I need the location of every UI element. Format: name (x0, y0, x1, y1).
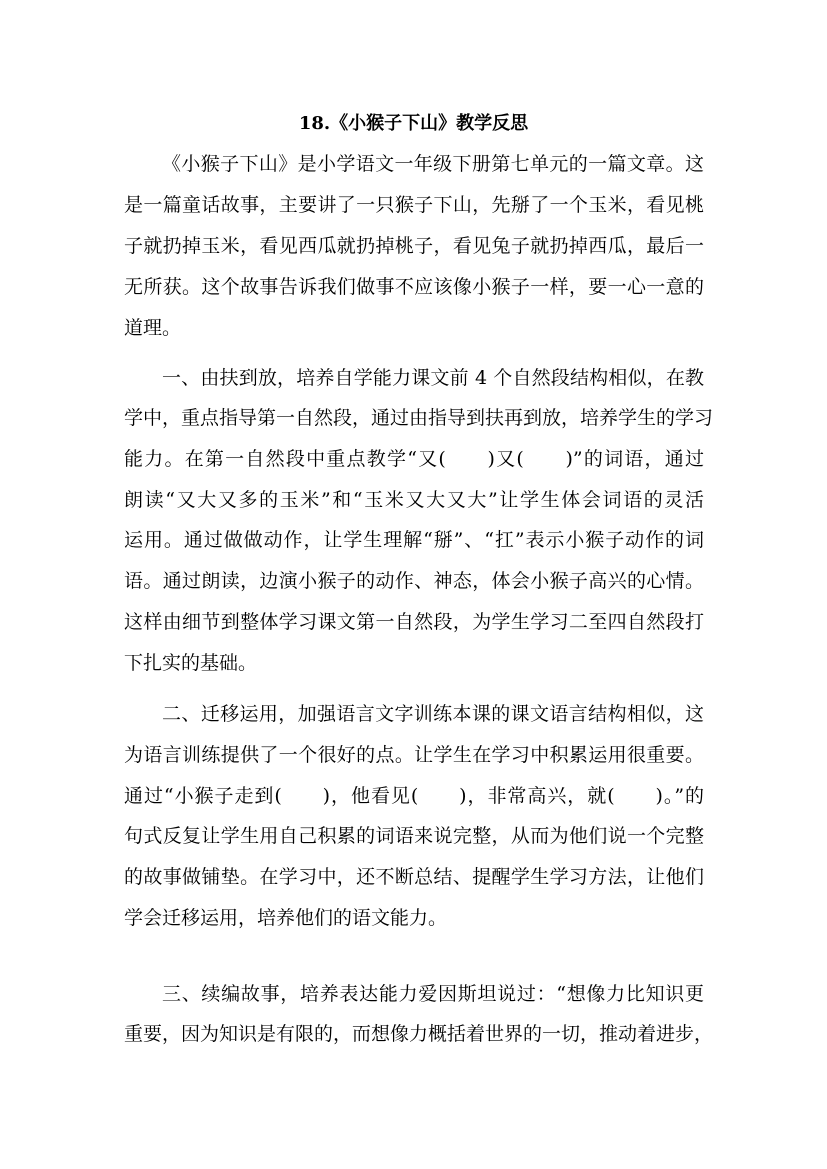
paragraph-line: 道理。 (124, 317, 182, 339)
paragraph-line: 通过“小猴子走到( )，他看见( )，非常高兴，就( )。”的 (124, 785, 704, 807)
paragraph-line: 这样由细节到整体学习课文第一自然段，为学生学习二至四自然段打 (124, 611, 704, 633)
paragraph-line: 的故事做铺垫。在学习中，还不断总结、提醒学生学习方法，让他们 (124, 866, 704, 888)
paragraph-line: 学会迁移运用，培养他们的语文能力。 (124, 907, 448, 929)
paragraph-line: 重要，因为知识是有限的，而想像力概括着世界的一切，推动着进步， (124, 1023, 714, 1045)
paragraph-line: 三、续编故事，培养表达能力爱因斯坦说过：“想像力比知识更 (162, 983, 704, 1005)
paragraph-line: 二、迁移运用，加强语言文字训练本课的课文语言结构相似，这 (162, 703, 704, 725)
paragraph-line: 子就扔掉玉米，看见西瓜就扔掉桃子，看见兔子就扔掉西瓜，最后一 (124, 235, 704, 257)
paragraph-line: 一、由扶到放，培养自学能力课文前 4 个自然段结构相似，在教 (162, 367, 704, 389)
paragraph-line: 朗读“又大又多的玉米”和“玉米又大又大”让学生体会词语的灵活 (124, 489, 704, 511)
paragraph-line: 下扎实的基础。 (124, 652, 258, 674)
paragraph-line: 无所获。这个故事告诉我们做事不应该像小猴子一样，要一心一意的 (124, 276, 704, 298)
paragraph-line: 为语言训练提供了一个很好的点。让学生在学习中积累运用很重要。 (124, 744, 704, 766)
paragraph-line: 句式反复让学生用自己积累的词语来说完整，从而为他们说一个完整 (124, 825, 704, 847)
paragraph-line: 能力。在第一自然段中重点教学“又( )又( )”的词语，通过 (124, 448, 704, 470)
paragraph-line: 《小猴子下山》是小学语文一年级下册第七单元的一篇文章。这 (162, 153, 704, 175)
paragraph-line: 是一篇童话故事，主要讲了一只猴子下山，先掰了一个玉米，看见桃 (124, 194, 704, 216)
paragraph-line: 语。通过朗读，边演小猴子的动作、神态，体会小猴子高兴的心情。 (124, 570, 704, 592)
paragraph-line: 运用。通过做做动作，让学生理解“掰”、“扛”表示小猴子动作的词 (124, 529, 704, 551)
paragraph-line: 学中，重点指导第一自然段，通过由指导到扶再到放，培养学生的学习 (124, 407, 714, 429)
document-title: 18.《小猴子下山》教学反思 (298, 113, 529, 134)
